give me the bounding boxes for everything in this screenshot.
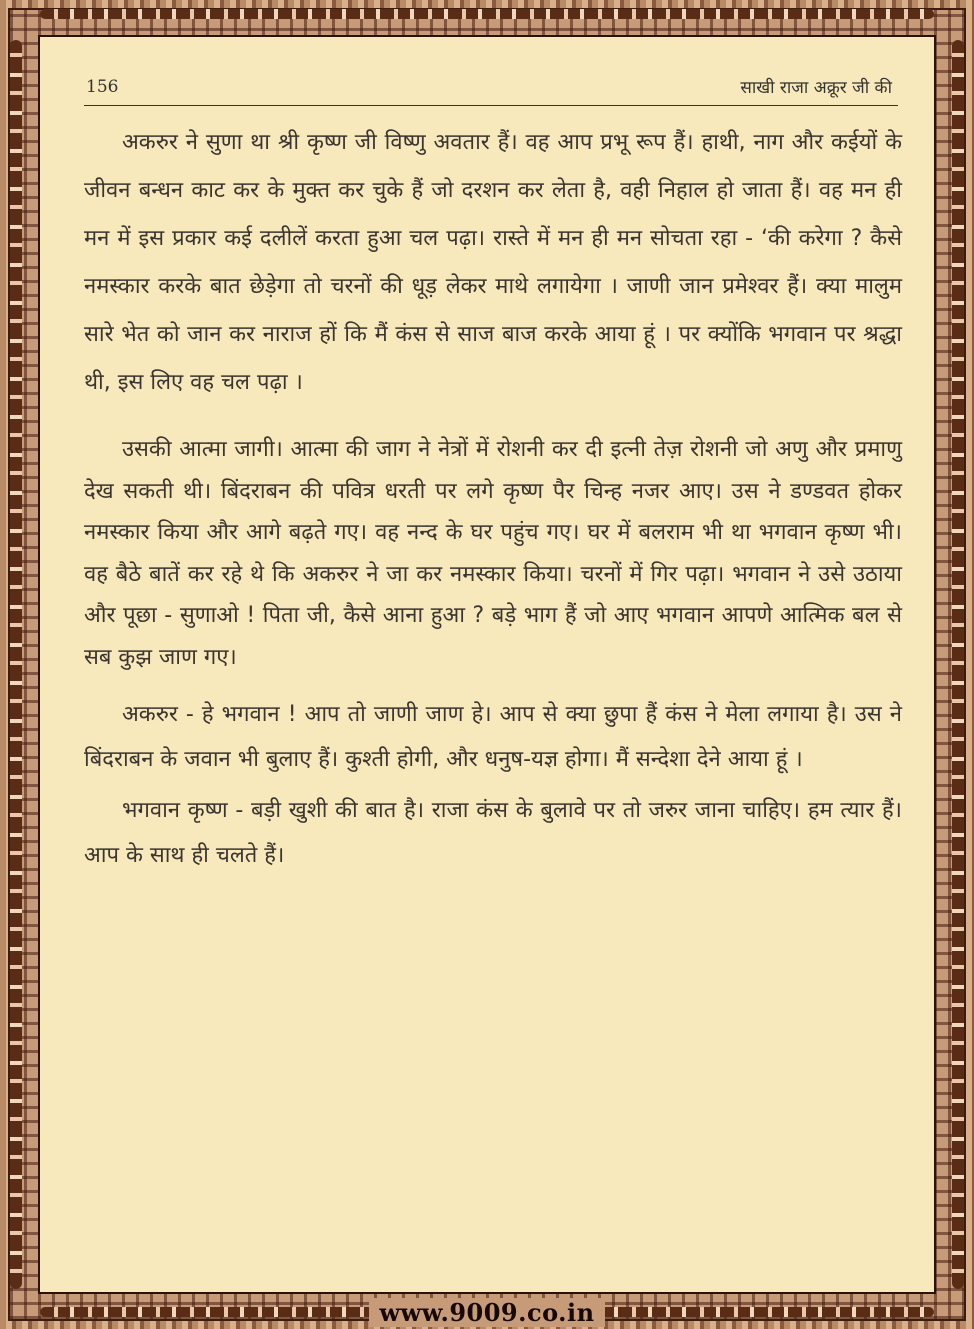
frame-top-ornament xyxy=(40,9,934,19)
paragraph: उसकी आत्मा जागी। आत्मा की जाग ने नेत्रों में रोशनी कर दी इत्नी तेज़ रोशनी जो अणु और प्रमाणु देख सकती थी। बिंदराबन की पवित्र धरती पर लगे कृष्ण पैर चिन्ह नजर आए। उस ने डण्डवत होकर नमस्कार किया और आगे बढ़ते गए। वह नन्द के घर पहुंच गए। घर में बलराम भी था भगवान कृष्ण भी। वह बैठे बातें कर रहे थे कि अकरुर ने जा कर नमस्कार किया। चरनों में गिर पढ़ा। भगवान ने उसे उठाया और पूछा - सुणाओ ! पिता जी, कैसे आना हुआ ? बड़े भाग हैं जो आए भगवान आपणे आत्मिक बल से सब कुझ जाण गए। xyxy=(84,437,902,670)
paragraph: अकरुर - हे भगवान ! आप तो जाणी जाण हे। आप से क्या छुपा हैं कंस ने मेला लगाया है। उस ने बिंदराबन के जवान भी बुलाए हैं। कुश्ती होगी, और धनुष-यज्ञ होगा। मैं सन्देशा देने आया हूं । xyxy=(84,702,902,772)
running-title: साखी राजा अक्रूर जी की xyxy=(740,78,892,98)
paragraph: अकरुर ने सुणा था श्री कृष्ण जी विष्णु अवतार हैं। वह आप प्रभू रूप हैं। हाथी, नाग और कईयों के जीवन बन्धन काट कर के मुक्त कर चुके हैं जो दरशन कर लेता है, वही निहाल हो जाता हैं। वह मन ही मन में इस प्रकार कई दलीलें करता हुआ चल पढ़ा। रास्ते में मन ही मन सोचता रहा - ‘की करेगा ? कैसे नमस्कार करके बात छेड़ेगा तो चरनों की धूड़ लेकर माथे लगायेगा । जाणी जान प्रमेश्वर हैं। क्या मालुम सारे भेत को जान कर नाराज हों कि मैं कंस से साज बाज करके आया हूं । पर क्योंकि भगवान पर श्रद्धा थी, इस लिए वह चल पढ़ा । xyxy=(84,130,902,395)
book-page xyxy=(38,35,936,1294)
paragraph: भगवान कृष्ण - बड़ी खुशी की बात है। राजा कंस के बुलावे पर तो जरुर जाना चाहिए। हम त्यार हैं। आप के साथ ही चलते हैं। xyxy=(84,798,902,868)
website-url: www.9009.co.in xyxy=(369,1298,604,1327)
page-number: 156 xyxy=(86,77,119,97)
footer-website xyxy=(0,1298,974,1327)
frame-left-ornament xyxy=(10,40,22,1289)
frame-right-ornament xyxy=(952,40,964,1289)
page-body xyxy=(84,119,902,878)
page-header xyxy=(84,73,898,106)
